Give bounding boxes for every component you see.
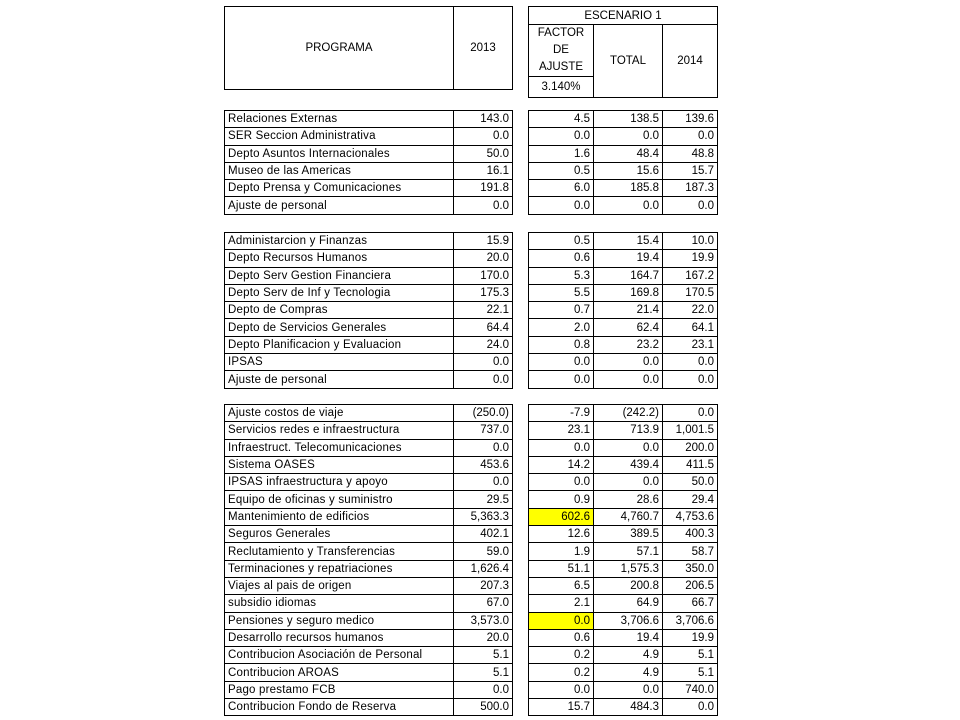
value-2014: 5.1 xyxy=(663,664,718,681)
table-row xyxy=(225,233,513,250)
table-row xyxy=(225,197,513,214)
table-row xyxy=(225,145,513,162)
table-row xyxy=(529,233,718,250)
table-row xyxy=(529,699,718,716)
program-name: Ajuste costos de viaje xyxy=(225,405,454,422)
program-name: Seguros Generales xyxy=(225,526,454,543)
table-row xyxy=(529,336,718,353)
value-2013: 29.5 xyxy=(454,491,513,508)
value-2014: 19.9 xyxy=(663,250,718,267)
program-name: Viajes al pais de origen xyxy=(225,577,454,594)
value-2014: 50.0 xyxy=(663,474,718,491)
value-2013: 0.0 xyxy=(454,128,513,145)
total-value: 0.0 xyxy=(594,371,663,388)
table-row xyxy=(529,354,718,371)
value-2013: 22.1 xyxy=(454,302,513,319)
value-2013: 15.9 xyxy=(454,233,513,250)
factor-value: 0.0 xyxy=(529,354,594,371)
value-2013: 20.0 xyxy=(454,629,513,646)
value-2013: 5.1 xyxy=(454,664,513,681)
total-value: 484.3 xyxy=(594,699,663,716)
value-2014: 411.5 xyxy=(663,456,718,473)
table-row xyxy=(529,197,718,214)
table-row xyxy=(529,647,718,664)
program-name: Reclutamiento y Transferencias xyxy=(225,543,454,560)
table-row xyxy=(225,371,513,388)
factor-value: 0.6 xyxy=(529,250,594,267)
table-row xyxy=(529,664,718,681)
factor-value: 0.0 xyxy=(529,474,594,491)
value-2014: 64.1 xyxy=(663,319,718,336)
value-2014: 167.2 xyxy=(663,267,718,284)
total-value: 200.8 xyxy=(594,577,663,594)
factor-value: 0.0 xyxy=(529,681,594,698)
factor-value: 15.7 xyxy=(529,699,594,716)
table-row xyxy=(225,474,513,491)
value-2013: 453.6 xyxy=(454,456,513,473)
factor-value: 23.1 xyxy=(529,422,594,439)
table-row xyxy=(225,664,513,681)
value-2014: 1,001.5 xyxy=(663,422,718,439)
total-value: 19.4 xyxy=(594,629,663,646)
table-row xyxy=(225,302,513,319)
table-row xyxy=(225,267,513,284)
value-2014: 4,753.6 xyxy=(663,508,718,525)
factor-value: 0.0 xyxy=(529,128,594,145)
value-2013: 59.0 xyxy=(454,543,513,560)
value-2013: (250.0) xyxy=(454,405,513,422)
table-row xyxy=(529,577,718,594)
header-right-table xyxy=(528,6,718,98)
total-value: 15.6 xyxy=(594,162,663,179)
total-value: 3,706.6 xyxy=(594,612,663,629)
value-2013: 0.0 xyxy=(454,681,513,698)
factor-value: 14.2 xyxy=(529,456,594,473)
total-value: 21.4 xyxy=(594,302,663,319)
program-name: Depto Serv de Inf y Tecnologia xyxy=(225,284,454,301)
table-row xyxy=(529,595,718,612)
total-value: 439.4 xyxy=(594,456,663,473)
table-row xyxy=(529,456,718,473)
factor-value: 0.8 xyxy=(529,336,594,353)
program-name: Depto de Servicios Generales xyxy=(225,319,454,336)
total-value: 48.4 xyxy=(594,145,663,162)
group-3-left-table xyxy=(224,404,513,716)
table-row xyxy=(529,319,718,336)
program-name: SER Seccion Administrativa xyxy=(225,128,454,145)
table-row xyxy=(529,111,718,128)
factor-value: 6.0 xyxy=(529,180,594,197)
table-row xyxy=(225,319,513,336)
factor-value: 0.6 xyxy=(529,629,594,646)
value-2014: 740.0 xyxy=(663,681,718,698)
value-2013: 170.0 xyxy=(454,267,513,284)
value-2013: 175.3 xyxy=(454,284,513,301)
factor-value: 4.5 xyxy=(529,111,594,128)
table-row xyxy=(225,439,513,456)
table-row xyxy=(225,180,513,197)
value-2013: 24.0 xyxy=(454,336,513,353)
program-name: Equipo de oficinas y suministro xyxy=(225,491,454,508)
table-row xyxy=(529,491,718,508)
value-2013: 20.0 xyxy=(454,250,513,267)
factor-value: 51.1 xyxy=(529,560,594,577)
value-2013: 0.0 xyxy=(454,439,513,456)
table-row xyxy=(225,543,513,560)
table-row xyxy=(529,284,718,301)
factor-value: 0.0 xyxy=(529,612,594,629)
factor-value: 0.2 xyxy=(529,647,594,664)
program-name: Pago prestamo FCB xyxy=(225,681,454,698)
table-row xyxy=(529,250,718,267)
value-2013: 16.1 xyxy=(454,162,513,179)
factor-value: 0.0 xyxy=(529,197,594,214)
table-row xyxy=(225,284,513,301)
value-2013: 5,363.3 xyxy=(454,508,513,525)
table-row xyxy=(225,629,513,646)
total-value: 164.7 xyxy=(594,267,663,284)
table-row xyxy=(529,629,718,646)
value-2014: 187.3 xyxy=(663,180,718,197)
program-name: IPSAS infraestructura y apoyo xyxy=(225,474,454,491)
value-2013: 0.0 xyxy=(454,354,513,371)
value-2013: 207.3 xyxy=(454,577,513,594)
value-2013: 737.0 xyxy=(454,422,513,439)
total-value: 4.9 xyxy=(594,647,663,664)
table-row xyxy=(225,491,513,508)
value-2013: 143.0 xyxy=(454,111,513,128)
factor-value: 5.5 xyxy=(529,284,594,301)
value-2014: 29.4 xyxy=(663,491,718,508)
program-name: Sistema OASES xyxy=(225,456,454,473)
group-3-right-table xyxy=(528,404,718,716)
value-2013: 191.8 xyxy=(454,180,513,197)
value-2014: 0.0 xyxy=(663,128,718,145)
table-row xyxy=(529,681,718,698)
table-row xyxy=(225,508,513,525)
escenario-header: ESCENARIO 1 xyxy=(529,7,718,25)
factor-value: -7.9 xyxy=(529,405,594,422)
factor-value: 12.6 xyxy=(529,526,594,543)
table-row xyxy=(225,250,513,267)
value-2013: 64.4 xyxy=(454,319,513,336)
value-2014: 5.1 xyxy=(663,647,718,664)
total-value: 0.0 xyxy=(594,681,663,698)
group-1-left-table xyxy=(224,110,513,215)
table-row xyxy=(225,699,513,716)
value-2013: 0.0 xyxy=(454,197,513,214)
table-row xyxy=(529,439,718,456)
table-row xyxy=(529,405,718,422)
value-2014: 139.6 xyxy=(663,111,718,128)
table-row xyxy=(225,560,513,577)
value-2013: 0.0 xyxy=(454,371,513,388)
program-name: Contribucion AROAS xyxy=(225,664,454,681)
total-value: 23.2 xyxy=(594,336,663,353)
table-row xyxy=(225,422,513,439)
program-name: Servicios redes e infraestructura xyxy=(225,422,454,439)
program-name: Ajuste de personal xyxy=(225,197,454,214)
table-row xyxy=(529,508,718,525)
table-row xyxy=(225,405,513,422)
table-row xyxy=(225,128,513,145)
value-2014: 0.0 xyxy=(663,354,718,371)
program-name: subsidio idiomas xyxy=(225,595,454,612)
table-row xyxy=(225,526,513,543)
table-row xyxy=(529,543,718,560)
value-2014: 48.8 xyxy=(663,145,718,162)
total-header: TOTAL xyxy=(594,25,663,98)
program-name: Pensiones y seguro medico xyxy=(225,612,454,629)
table-row xyxy=(529,422,718,439)
factor-value: 2.1 xyxy=(529,595,594,612)
program-name: Mantenimiento de edificios xyxy=(225,508,454,525)
total-value: 64.9 xyxy=(594,595,663,612)
program-name: Contribucion Asociación de Personal xyxy=(225,647,454,664)
value-2013: 500.0 xyxy=(454,699,513,716)
programa-header: PROGRAMA xyxy=(225,7,454,90)
total-value: (242.2) xyxy=(594,405,663,422)
factor-value: 0.2 xyxy=(529,664,594,681)
total-value: 185.8 xyxy=(594,180,663,197)
header-left-table xyxy=(224,6,513,90)
factor-value: 1.9 xyxy=(529,543,594,560)
table-row xyxy=(529,128,718,145)
program-name: Relaciones Externas xyxy=(225,111,454,128)
value-2014: 66.7 xyxy=(663,595,718,612)
value-2014: 400.3 xyxy=(663,526,718,543)
value-2013: 5.1 xyxy=(454,647,513,664)
value-2014: 200.0 xyxy=(663,439,718,456)
group-2-left-table xyxy=(224,232,513,389)
group-1-right-table xyxy=(528,110,718,215)
total-value: 4.9 xyxy=(594,664,663,681)
program-name: Depto Planificacion y Evaluacion xyxy=(225,336,454,353)
total-value: 0.0 xyxy=(594,474,663,491)
value-2013: 402.1 xyxy=(454,526,513,543)
factor-header: FACTOR DE AJUSTE xyxy=(529,25,594,77)
table-row xyxy=(225,595,513,612)
total-value: 15.4 xyxy=(594,233,663,250)
value-2014: 3,706.6 xyxy=(663,612,718,629)
value-2013: 67.0 xyxy=(454,595,513,612)
table-row xyxy=(225,577,513,594)
total-value: 4,760.7 xyxy=(594,508,663,525)
program-name: Depto de Compras xyxy=(225,302,454,319)
factor-value: 602.6 xyxy=(529,508,594,525)
program-name: Depto Recursos Humanos xyxy=(225,250,454,267)
total-value: 1,575.3 xyxy=(594,560,663,577)
value-2014: 15.7 xyxy=(663,162,718,179)
total-value: 389.5 xyxy=(594,526,663,543)
value-2014: 206.5 xyxy=(663,577,718,594)
value-2014: 10.0 xyxy=(663,233,718,250)
value-2013: 3,573.0 xyxy=(454,612,513,629)
factor-value: 0.0 xyxy=(529,371,594,388)
value-2013: 50.0 xyxy=(454,145,513,162)
table-row xyxy=(225,612,513,629)
value-2014: 0.0 xyxy=(663,405,718,422)
total-value: 713.9 xyxy=(594,422,663,439)
table-row xyxy=(529,302,718,319)
table-row xyxy=(529,560,718,577)
factor-percent: 3.140% xyxy=(529,77,594,98)
total-value: 62.4 xyxy=(594,319,663,336)
table-row xyxy=(225,647,513,664)
program-name: Museo de las Americas xyxy=(225,162,454,179)
total-value: 19.4 xyxy=(594,250,663,267)
year-2013-header: 2013 xyxy=(454,7,513,90)
program-name: IPSAS xyxy=(225,354,454,371)
program-name: Depto Serv Gestion Financiera xyxy=(225,267,454,284)
table-row xyxy=(529,371,718,388)
year-2014-header: 2014 xyxy=(663,25,718,98)
table-row xyxy=(529,474,718,491)
total-value: 0.0 xyxy=(594,439,663,456)
program-name: Depto Prensa y Comunicaciones xyxy=(225,180,454,197)
factor-value: 0.5 xyxy=(529,162,594,179)
table-row xyxy=(529,180,718,197)
program-name: Ajuste de personal xyxy=(225,371,454,388)
total-value: 169.8 xyxy=(594,284,663,301)
value-2014: 19.9 xyxy=(663,629,718,646)
value-2013: 0.0 xyxy=(454,474,513,491)
value-2013: 1,626.4 xyxy=(454,560,513,577)
total-value: 0.0 xyxy=(594,128,663,145)
value-2014: 22.0 xyxy=(663,302,718,319)
factor-value: 0.5 xyxy=(529,233,594,250)
value-2014: 58.7 xyxy=(663,543,718,560)
factor-value: 0.0 xyxy=(529,439,594,456)
value-2014: 350.0 xyxy=(663,560,718,577)
factor-value: 6.5 xyxy=(529,577,594,594)
value-2014: 0.0 xyxy=(663,699,718,716)
table-row xyxy=(529,162,718,179)
value-2014: 0.0 xyxy=(663,371,718,388)
table-row xyxy=(529,267,718,284)
factor-value: 1.6 xyxy=(529,145,594,162)
program-name: Terminaciones y repatriaciones xyxy=(225,560,454,577)
table-row xyxy=(225,162,513,179)
table-row xyxy=(225,336,513,353)
value-2014: 0.0 xyxy=(663,197,718,214)
table-row xyxy=(529,145,718,162)
table-row xyxy=(225,111,513,128)
table-row xyxy=(225,354,513,371)
factor-value: 0.9 xyxy=(529,491,594,508)
program-name: Administarcion y Finanzas xyxy=(225,233,454,250)
factor-value: 5.3 xyxy=(529,267,594,284)
total-value: 138.5 xyxy=(594,111,663,128)
total-value: 0.0 xyxy=(594,197,663,214)
table-row xyxy=(529,612,718,629)
value-2014: 23.1 xyxy=(663,336,718,353)
total-value: 0.0 xyxy=(594,354,663,371)
program-name: Desarrollo recursos humanos xyxy=(225,629,454,646)
total-value: 28.6 xyxy=(594,491,663,508)
table-row xyxy=(529,526,718,543)
table-row xyxy=(225,456,513,473)
value-2014: 170.5 xyxy=(663,284,718,301)
program-name: Depto Asuntos Internacionales xyxy=(225,145,454,162)
program-name: Infraestruct. Telecomunicaciones xyxy=(225,439,454,456)
total-value: 57.1 xyxy=(594,543,663,560)
factor-value: 0.7 xyxy=(529,302,594,319)
group-2-right-table xyxy=(528,232,718,389)
factor-value: 2.0 xyxy=(529,319,594,336)
program-name: Contribucion Fondo de Reserva xyxy=(225,699,454,716)
table-row xyxy=(225,681,513,698)
